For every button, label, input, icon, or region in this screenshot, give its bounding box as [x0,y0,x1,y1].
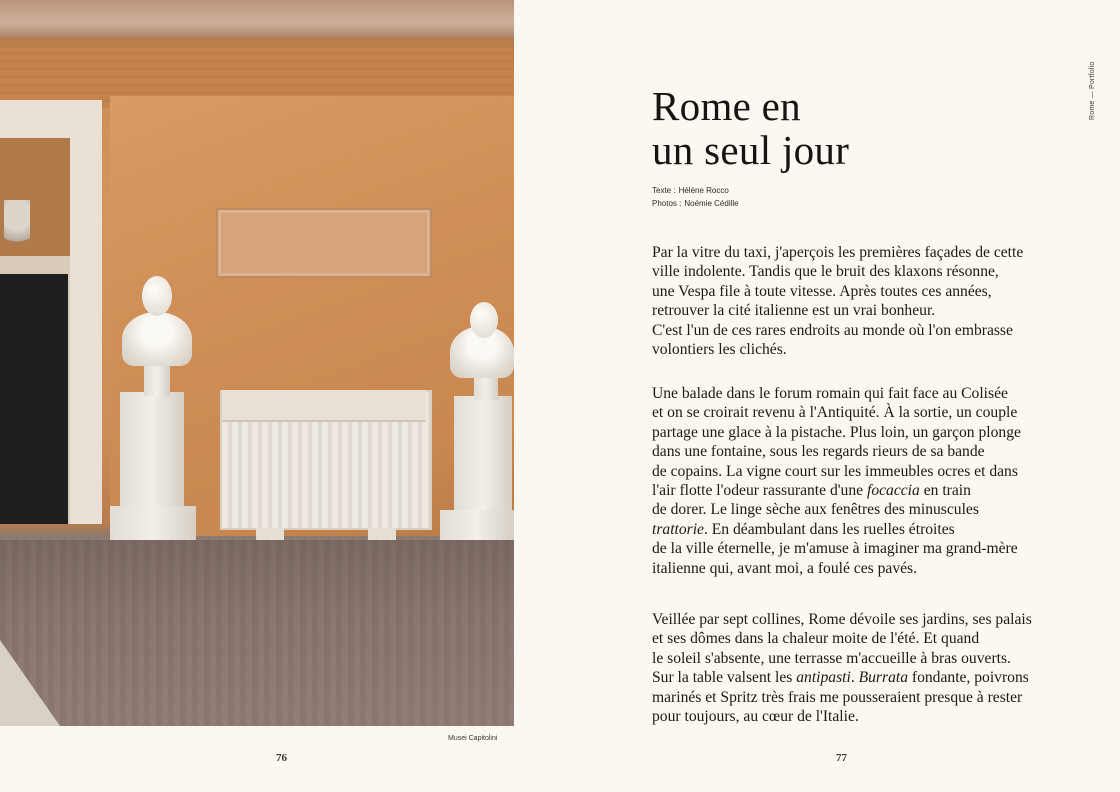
photo-musei-capitolini [0,0,514,726]
page-number-left: 76 [276,752,287,764]
photo-credit: Photos : Noémie Cédille [652,199,739,208]
photo-wall-plaque [216,208,432,278]
text-credit: Texte : Hélène Rocco [652,186,729,195]
photo-doorway [0,274,68,524]
paragraph-1: Par la vitre du taxi, j'aperçois les premières façades de cette ville indolente. Tandis que le bruit des klaxons résonne, une Vespa file à toute vitesse. Après toutes ces années, retrouver la cité italienne est un vrai bonheur. C'est l'un de ces rares endroits au monde où l'on embrasse volontiers les clichés. [652,244,1024,359]
page-number-right: 77 [836,752,847,764]
photo-left-bust [122,312,192,366]
paragraph-3: Veillée par sept collines, Rome dévoile ses jardins, ses palais et ses dômes dans la chaleur moite de l'été. Et quand le soleil s'absente, une terrasse m'accueille à bras ouverts. Sur la table valsent les antipasti. Burrata fondante, poivrons marinés et Spritz très frais me pousseraient presque à rester pour toujours, au cœur de l'Italie. [652,611,1032,726]
article-title: Rome en un seul jour [652,83,850,173]
paragraph-2: Une balade dans le forum romain qui fait face au Colisée et on se croirait revenu à l'Antiquité. À la sortie, un couple partage une glace à la pistache. Plus loin, un garçon plonge dans une fontaine, sous les regards rieurs de sa bande de copains. La vigne court sur les immeubles ocres et dans l'air flotte l'odeur rassurante d'une focaccia en train de dorer. Le linge sèche aux fenêtres des minuscules trattorie. En déambulant dans les ruelles étroites de la ville éternelle, je m'amuse à imaginer ma grand-mère italienne qui, avant moi, a foulé ces pavés. [652,385,1021,577]
photo-right-pedestal [454,396,512,516]
photo-small-bust [4,200,30,250]
article-credits [652,184,739,210]
photo-left-pedestal [120,392,184,512]
photo-cornice [0,0,514,38]
photo-cobblestone-ground [0,540,514,726]
running-head: Rome — Portfolio [1089,61,1096,120]
photo-caption: Musei Capitolini [448,735,498,742]
